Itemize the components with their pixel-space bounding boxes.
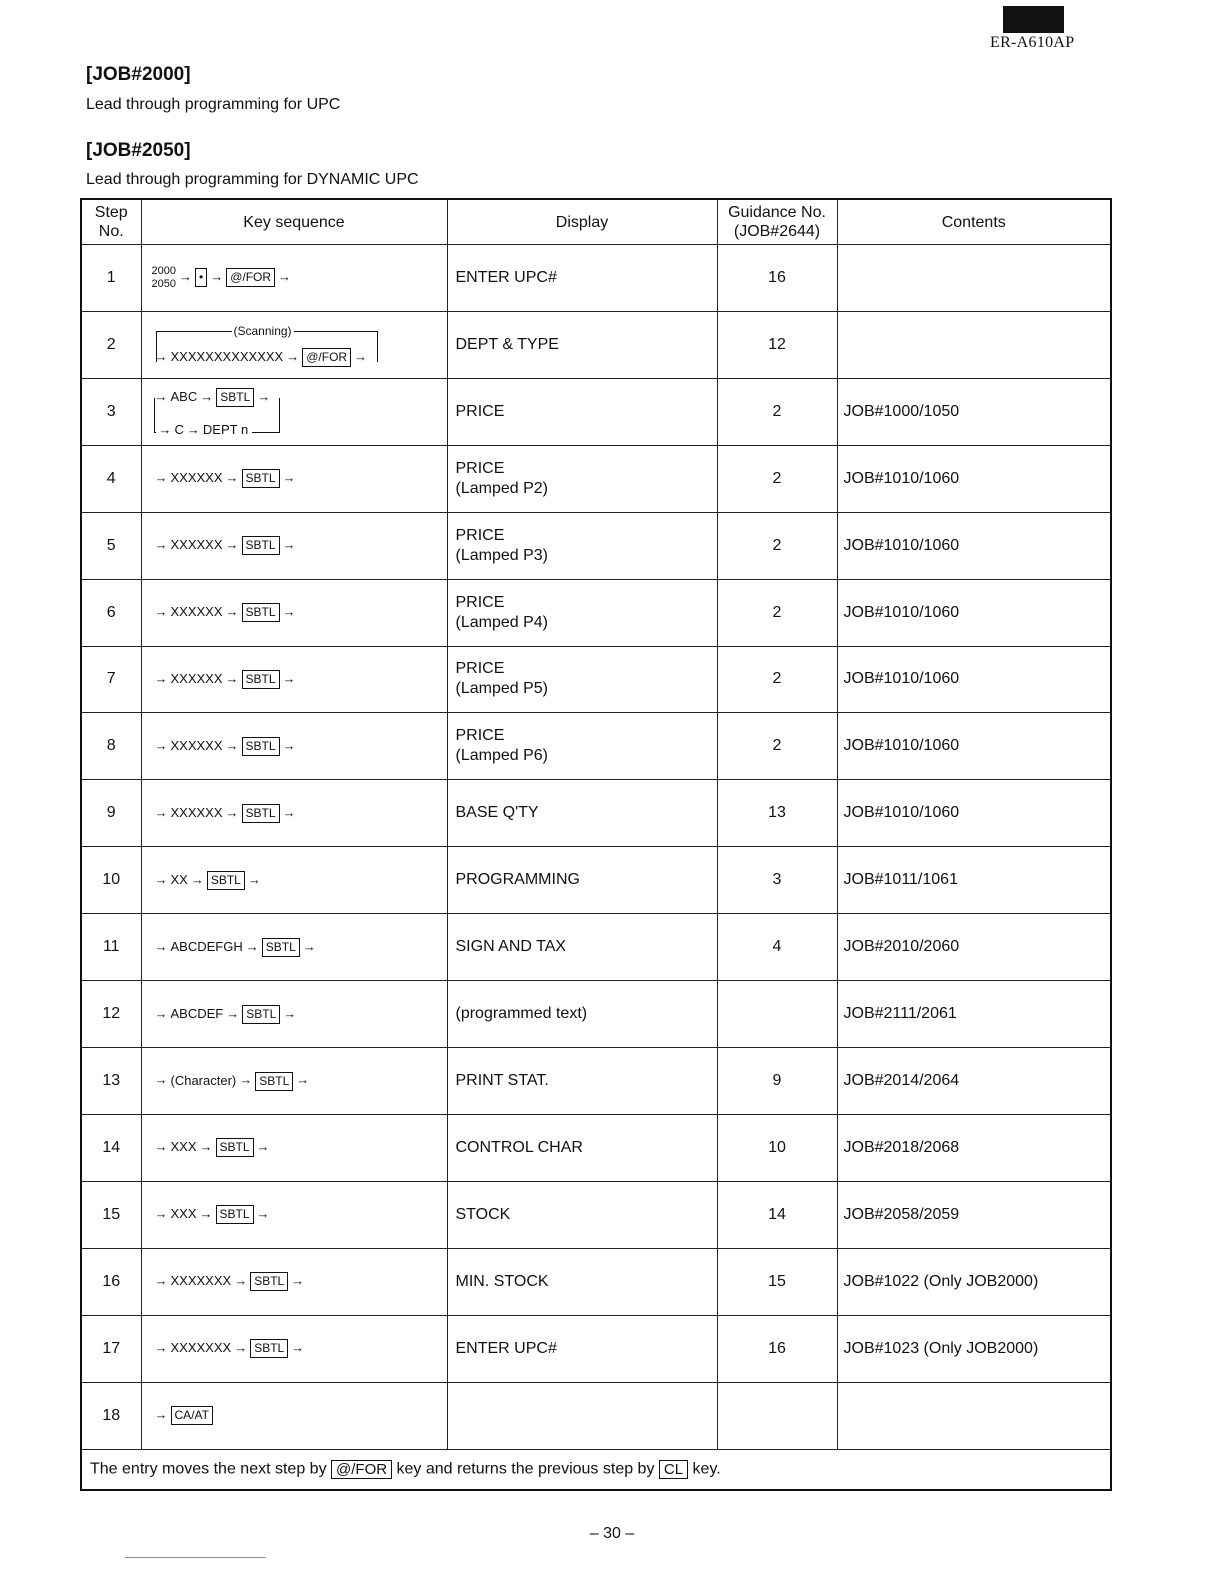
- display-cell: PROGRAMMING: [447, 847, 717, 914]
- step-number: 3: [81, 378, 141, 445]
- arrow-right-icon: →: [225, 537, 239, 553]
- arrow-right-icon: →: [154, 348, 168, 364]
- table-row: [81, 780, 1111, 847]
- section-title-job2000: [JOB#2000]: [86, 64, 191, 85]
- sbtl-key: SBTL: [216, 1205, 254, 1224]
- arrow-right-icon: →: [282, 737, 296, 753]
- contents-cell: JOB#1022 (Only JOB2000): [837, 1248, 1111, 1315]
- header-display: Display: [447, 199, 717, 245]
- guidance-cell: 16: [717, 245, 837, 312]
- arrow-right-icon: →: [154, 1340, 168, 1356]
- guidance-cell: 10: [717, 1114, 837, 1181]
- table-row: [81, 245, 1111, 312]
- step-number: 6: [81, 579, 141, 646]
- table-row: [81, 914, 1111, 981]
- step-number: 2: [81, 311, 141, 378]
- arrow-right-icon: →: [200, 388, 214, 404]
- display-cell: BASE Q'TY: [447, 780, 717, 847]
- arrow-right-icon: →: [154, 871, 168, 887]
- sbtl-key: SBTL: [242, 1005, 280, 1024]
- display-cell: PRICE (Lamped P3): [447, 512, 717, 579]
- arrow-right-icon: →: [154, 470, 168, 486]
- guidance-cell: 2: [717, 378, 837, 445]
- key-sequence: [141, 1181, 447, 1248]
- contents-cell: JOB#1011/1061: [837, 847, 1111, 914]
- table-header-row: [81, 199, 1111, 245]
- sbtl-key: SBTL: [216, 1138, 254, 1157]
- price-entry: ABC: [170, 388, 198, 404]
- guidance-cell: [717, 981, 837, 1048]
- arrow-right-icon: →: [257, 388, 271, 404]
- arrow-right-icon: →: [154, 604, 168, 619]
- section-subtitle-job2000: Lead through programming for UPC: [86, 96, 341, 113]
- arrow-right-icon: →: [210, 269, 224, 285]
- header-guidance: Guidance No. (JOB#2644): [717, 199, 837, 245]
- arrow-right-icon: →: [186, 421, 200, 437]
- sbtl-key: SBTL: [216, 388, 254, 407]
- step-number: 8: [81, 713, 141, 780]
- key-sequence: [141, 445, 447, 512]
- arrow-right-icon: →: [239, 1072, 253, 1088]
- table-row: [81, 1114, 1111, 1181]
- arrow-right-icon: →: [302, 938, 316, 954]
- entry-value: (Character): [170, 1072, 237, 1088]
- header-key-sequence: Key sequence: [141, 199, 447, 245]
- table-row: [81, 646, 1111, 713]
- guidance-cell: 15: [717, 1248, 837, 1315]
- display-cell: ENTER UPC#: [447, 1315, 717, 1382]
- dot-key: •: [195, 268, 207, 287]
- guidance-cell: 2: [717, 445, 837, 512]
- at-for-key: @/FOR: [302, 348, 351, 367]
- scanning-loop: [152, 322, 447, 368]
- step-number: 4: [81, 445, 141, 512]
- guidance-cell: 4: [717, 914, 837, 981]
- key-sequence: [141, 245, 447, 312]
- display-cell: [447, 1382, 717, 1449]
- arrow-right-icon: →: [354, 348, 368, 364]
- arrow-right-icon: →: [154, 1407, 168, 1423]
- model-number: ER-A610AP: [990, 34, 1075, 51]
- arrow-right-icon: →: [154, 1139, 168, 1155]
- entry-value: XXX: [170, 1206, 197, 1222]
- sbtl-key: SBTL: [255, 1072, 293, 1091]
- sbtl-key: SBTL: [250, 1272, 288, 1291]
- upc-entry: XXXXXXXXXXXXX: [170, 348, 284, 364]
- entry-value: XXXXXX: [170, 804, 223, 820]
- step-number: 14: [81, 1114, 141, 1181]
- guidance-cell: 2: [717, 579, 837, 646]
- table-row: [81, 713, 1111, 780]
- sbtl-key: SBTL: [242, 603, 280, 622]
- guidance-cell: [717, 1382, 837, 1449]
- entry-value: XXXXXX: [170, 470, 223, 486]
- arrow-right-icon: →: [199, 1139, 213, 1155]
- display-cell: PRICE: [447, 378, 717, 445]
- arrow-right-icon: →: [245, 938, 259, 954]
- at-for-key: @/FOR: [331, 1460, 392, 1479]
- display-cell: CONTROL CHAR: [447, 1114, 717, 1181]
- step-number: 15: [81, 1181, 141, 1248]
- contents-cell: JOB#1023 (Only JOB2000): [837, 1315, 1111, 1382]
- arrow-right-icon: →: [282, 804, 296, 820]
- table-row: [81, 311, 1111, 378]
- key-sequence: [141, 847, 447, 914]
- arrow-right-icon: →: [190, 871, 204, 887]
- ca-at-key: CA/AT: [171, 1406, 213, 1425]
- key-sequence: [141, 981, 447, 1048]
- arrow-right-icon: →: [282, 670, 296, 686]
- contents-cell: JOB#2010/2060: [837, 914, 1111, 981]
- key-sequence: [141, 914, 447, 981]
- arrow-right-icon: →: [225, 670, 239, 686]
- display-cell: PRICE (Lamped P2): [447, 445, 717, 512]
- display-cell: PRICE (Lamped P4): [447, 579, 717, 646]
- display-cell: MIN. STOCK: [447, 1248, 717, 1315]
- step-number: 5: [81, 512, 141, 579]
- arrow-right-icon: →: [226, 1005, 240, 1021]
- contents-cell: JOB#1010/1060: [837, 579, 1111, 646]
- arrow-right-icon: →: [154, 804, 168, 820]
- arrow-right-icon: →: [282, 604, 296, 619]
- table-row: [81, 981, 1111, 1048]
- contents-cell: JOB#1010/1060: [837, 512, 1111, 579]
- arrow-right-icon: →: [199, 1206, 213, 1222]
- arrow-right-icon: →: [247, 871, 261, 887]
- branch-bracket: [152, 386, 447, 438]
- arrow-right-icon: →: [154, 737, 168, 753]
- arrow-right-icon: →: [282, 470, 296, 486]
- corner-black-bar: [1003, 6, 1064, 33]
- at-for-key: @/FOR: [226, 268, 275, 287]
- guidance-cell: 3: [717, 847, 837, 914]
- sbtl-key: SBTL: [242, 737, 280, 756]
- arrow-right-icon: →: [154, 670, 168, 686]
- step-number: 18: [81, 1382, 141, 1449]
- dept-key-label: DEPT n: [202, 421, 249, 437]
- display-cell: PRICE (Lamped P5): [447, 646, 717, 713]
- guidance-cell: 2: [717, 512, 837, 579]
- table-row: [81, 445, 1111, 512]
- contents-cell: JOB#2058/2059: [837, 1181, 1111, 1248]
- display-cell: PRICE (Lamped P6): [447, 713, 717, 780]
- sbtl-key: SBTL: [207, 871, 245, 890]
- guidance-cell: 13: [717, 780, 837, 847]
- key-sequence: [141, 378, 447, 445]
- arrow-right-icon: →: [291, 1273, 305, 1289]
- sbtl-key: SBTL: [250, 1339, 288, 1358]
- header-contents: Contents: [837, 199, 1111, 245]
- programming-table: [80, 198, 1112, 1491]
- arrow-right-icon: →: [225, 737, 239, 753]
- guidance-cell: 12: [717, 311, 837, 378]
- step-number: 11: [81, 914, 141, 981]
- arrow-right-icon: →: [296, 1072, 310, 1088]
- display-cell: ENTER UPC#: [447, 245, 717, 312]
- arrow-right-icon: →: [234, 1340, 248, 1356]
- contents-cell: [837, 1382, 1111, 1449]
- display-cell: SIGN AND TAX: [447, 914, 717, 981]
- contents-cell: JOB#1000/1050: [837, 378, 1111, 445]
- table-row: [81, 512, 1111, 579]
- display-cell: STOCK: [447, 1181, 717, 1248]
- step-number: 10: [81, 847, 141, 914]
- step-number: 7: [81, 646, 141, 713]
- arrow-right-icon: →: [154, 1273, 168, 1289]
- table-row: [81, 1315, 1111, 1382]
- header-step: Step No.: [81, 199, 141, 245]
- arrow-right-icon: →: [283, 1005, 297, 1021]
- arrow-right-icon: →: [154, 1005, 168, 1021]
- key-sequence: [141, 579, 447, 646]
- entry-value: ABCDEFGH: [170, 938, 243, 954]
- section-title-job2050: [JOB#2050]: [86, 140, 191, 161]
- contents-cell: JOB#2014/2064: [837, 1048, 1111, 1115]
- step-number: 16: [81, 1248, 141, 1315]
- contents-cell: JOB#1010/1060: [837, 646, 1111, 713]
- table-row: [81, 1382, 1111, 1449]
- contents-cell: [837, 311, 1111, 378]
- section-subtitle-job2050: Lead through programming for DYNAMIC UPC: [86, 171, 419, 188]
- sbtl-key: SBTL: [242, 804, 280, 823]
- step-number: 9: [81, 780, 141, 847]
- sbtl-key: SBTL: [262, 938, 300, 957]
- arrow-right-icon: →: [256, 1206, 270, 1222]
- cl-key: CL: [659, 1460, 688, 1479]
- entry-value: XXXXXX: [170, 537, 223, 553]
- arrow-right-icon: →: [225, 470, 239, 486]
- key-sequence: [141, 1114, 447, 1181]
- contents-cell: [837, 245, 1111, 312]
- key-sequence: [141, 1248, 447, 1315]
- contents-cell: JOB#2018/2068: [837, 1114, 1111, 1181]
- entry-value: XXXXXX: [170, 604, 223, 619]
- arrow-right-icon: →: [278, 269, 292, 285]
- step-number: 13: [81, 1048, 141, 1115]
- entry-value: XXXXXX: [170, 670, 223, 686]
- key-sequence: [141, 1382, 447, 1449]
- arrow-right-icon: →: [154, 537, 168, 553]
- contents-cell: JOB#2111/2061: [837, 981, 1111, 1048]
- table-row: [81, 579, 1111, 646]
- contents-cell: JOB#1010/1060: [837, 445, 1111, 512]
- table-row: [81, 1181, 1111, 1248]
- contents-cell: JOB#1010/1060: [837, 713, 1111, 780]
- arrow-right-icon: →: [282, 537, 296, 553]
- guidance-cell: 16: [717, 1315, 837, 1382]
- sbtl-key: SBTL: [242, 536, 280, 555]
- table-row: [81, 1048, 1111, 1115]
- c-key-label: C: [174, 421, 184, 437]
- step-number: 17: [81, 1315, 141, 1382]
- table-row: [81, 847, 1111, 914]
- entry-value: XXX: [170, 1139, 197, 1155]
- page-number: – 30 –: [589, 1525, 635, 1542]
- guidance-cell: 14: [717, 1181, 837, 1248]
- arrow-right-icon: →: [158, 421, 172, 437]
- arrow-right-icon: →: [234, 1273, 248, 1289]
- table-row: [81, 378, 1111, 445]
- guidance-cell: 2: [717, 646, 837, 713]
- scanning-label: (Scanning): [233, 323, 292, 338]
- arrow-right-icon: →: [154, 388, 168, 404]
- arrow-right-icon: →: [225, 804, 239, 820]
- key-sequence: [141, 646, 447, 713]
- contents-cell: JOB#1010/1060: [837, 780, 1111, 847]
- arrow-right-icon: →: [286, 348, 300, 364]
- arrow-right-icon: →: [291, 1340, 305, 1356]
- key-sequence: [141, 311, 447, 378]
- entry-value: ABCDEF: [170, 1005, 224, 1021]
- footer-note: The entry moves the next step by @/FOR key and returns the previous step by CL key.: [81, 1449, 1111, 1490]
- table-row: [81, 1248, 1111, 1315]
- display-cell: (programmed text): [447, 981, 717, 1048]
- entry-value: XXXXXXX: [170, 1273, 232, 1289]
- sbtl-key: SBTL: [242, 469, 280, 488]
- job-number-stack: 2000 2050: [151, 264, 176, 290]
- entry-value: XX: [170, 871, 188, 887]
- display-cell: DEPT & TYPE: [447, 311, 717, 378]
- key-sequence: [141, 780, 447, 847]
- key-sequence: [141, 713, 447, 780]
- sbtl-key: SBTL: [242, 670, 280, 689]
- guidance-cell: 9: [717, 1048, 837, 1115]
- display-cell: PRINT STAT.: [447, 1048, 717, 1115]
- key-sequence: [141, 1315, 447, 1382]
- key-sequence: [141, 1048, 447, 1115]
- key-sequence: [141, 512, 447, 579]
- table-footer-row: [81, 1449, 1111, 1490]
- step-number: 1: [81, 245, 141, 312]
- arrow-right-icon: →: [225, 604, 239, 619]
- arrow-right-icon: →: [154, 938, 168, 954]
- step-number: 12: [81, 981, 141, 1048]
- guidance-cell: 2: [717, 713, 837, 780]
- arrow-right-icon: →: [154, 1072, 168, 1088]
- arrow-right-icon: →: [178, 269, 192, 285]
- entry-value: XXXXXX: [170, 737, 223, 753]
- decorative-blue-line: [125, 1557, 266, 1558]
- arrow-right-icon: →: [154, 1206, 168, 1222]
- arrow-right-icon: →: [256, 1139, 270, 1155]
- entry-value: XXXXXXX: [170, 1340, 232, 1356]
